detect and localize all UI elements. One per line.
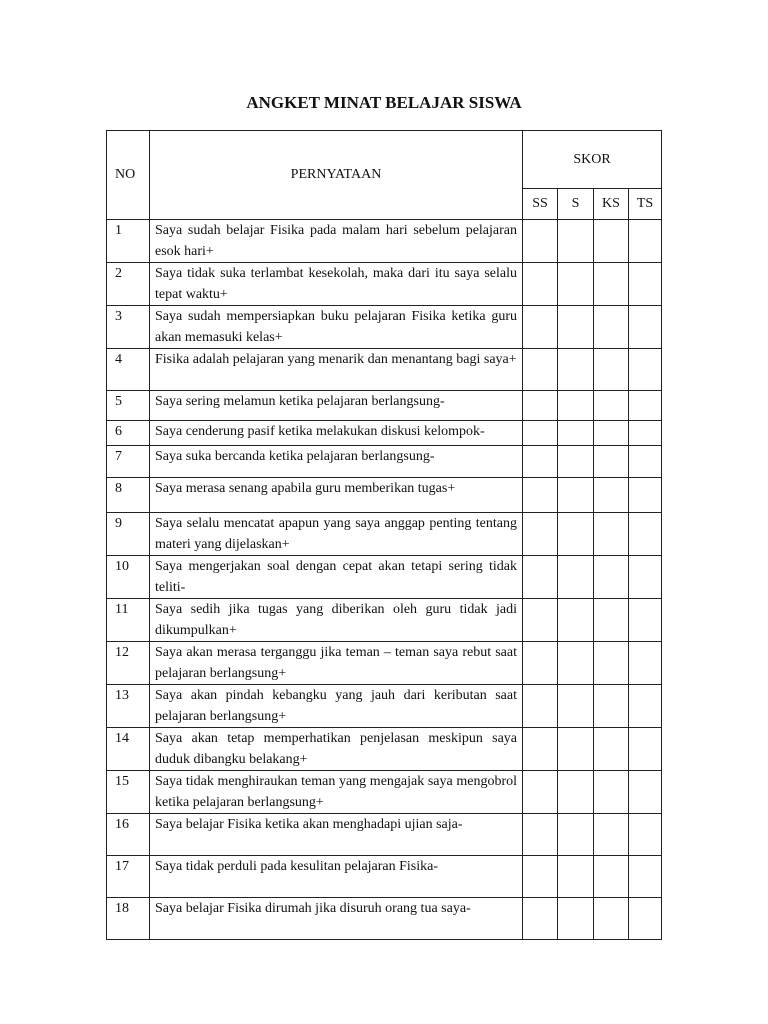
row-statement: Saya sering melamun ketika pelajaran berlangsung- bbox=[150, 391, 523, 421]
row-number: 13 bbox=[107, 685, 150, 728]
score-cell-ks[interactable] bbox=[594, 263, 629, 306]
score-cell-ts[interactable] bbox=[629, 556, 662, 599]
score-cell-ss[interactable] bbox=[523, 599, 558, 642]
row-number: 1 bbox=[107, 220, 150, 263]
score-cell-ks[interactable] bbox=[594, 421, 629, 446]
row-statement: Saya tidak suka terlambat kesekolah, maka dari itu saya selalu tepat waktu+ bbox=[150, 263, 523, 306]
score-cell-ts[interactable] bbox=[629, 220, 662, 263]
score-cell-ss[interactable] bbox=[523, 263, 558, 306]
header-option-s: S bbox=[558, 189, 594, 220]
row-number: 8 bbox=[107, 478, 150, 513]
score-cell-ts[interactable] bbox=[629, 263, 662, 306]
row-statement: Saya akan pindah kebangku yang jauh dari keributan saat pelajaran berlangsung+ bbox=[150, 685, 523, 728]
score-cell-ts[interactable] bbox=[629, 391, 662, 421]
row-number: 5 bbox=[107, 391, 150, 421]
score-cell-ts[interactable] bbox=[629, 898, 662, 940]
row-statement: Saya mengerjakan soal dengan cepat akan tetapi sering tidak teliti- bbox=[150, 556, 523, 599]
row-statement: Saya cenderung pasif ketika melakukan diskusi kelompok- bbox=[150, 421, 523, 446]
survey-table bbox=[106, 130, 662, 940]
score-cell-ss[interactable] bbox=[523, 728, 558, 771]
score-cell-s[interactable] bbox=[558, 814, 594, 856]
score-cell-ss[interactable] bbox=[523, 446, 558, 478]
table-row bbox=[107, 349, 662, 391]
table-row bbox=[107, 263, 662, 306]
score-cell-s[interactable] bbox=[558, 642, 594, 685]
score-cell-s[interactable] bbox=[558, 556, 594, 599]
score-cell-ks[interactable] bbox=[594, 771, 629, 814]
score-cell-ts[interactable] bbox=[629, 685, 662, 728]
score-cell-ts[interactable] bbox=[629, 349, 662, 391]
score-cell-s[interactable] bbox=[558, 898, 594, 940]
score-cell-s[interactable] bbox=[558, 728, 594, 771]
row-number: 17 bbox=[107, 856, 150, 898]
row-number: 10 bbox=[107, 556, 150, 599]
score-cell-ss[interactable] bbox=[523, 349, 558, 391]
table-row bbox=[107, 728, 662, 771]
score-cell-ks[interactable] bbox=[594, 306, 629, 349]
score-cell-ts[interactable] bbox=[629, 599, 662, 642]
row-statement: Fisika adalah pelajaran yang menarik dan menantang bagi saya+ bbox=[150, 349, 523, 391]
row-statement: Saya sudah belajar Fisika pada malam hari sebelum pelajaran esok hari+ bbox=[150, 220, 523, 263]
score-cell-ss[interactable] bbox=[523, 642, 558, 685]
table-row bbox=[107, 771, 662, 814]
row-number: 3 bbox=[107, 306, 150, 349]
row-statement: Saya selalu mencatat apapun yang saya anggap penting tentang materi yang dijelaskan+ bbox=[150, 513, 523, 556]
row-number: 12 bbox=[107, 642, 150, 685]
score-cell-s[interactable] bbox=[558, 263, 594, 306]
score-cell-s[interactable] bbox=[558, 220, 594, 263]
table-row bbox=[107, 478, 662, 513]
row-number: 15 bbox=[107, 771, 150, 814]
table-row bbox=[107, 856, 662, 898]
score-cell-ks[interactable] bbox=[594, 349, 629, 391]
score-cell-ts[interactable] bbox=[629, 478, 662, 513]
table-row bbox=[107, 421, 662, 446]
score-cell-s[interactable] bbox=[558, 685, 594, 728]
row-number: 2 bbox=[107, 263, 150, 306]
score-cell-ss[interactable] bbox=[523, 814, 558, 856]
page-title: ANGKET MINAT BELAJAR SISWA bbox=[246, 93, 522, 112]
score-cell-ss[interactable] bbox=[523, 391, 558, 421]
table-row bbox=[107, 306, 662, 349]
row-number: 7 bbox=[107, 446, 150, 478]
score-cell-ks[interactable] bbox=[594, 556, 629, 599]
score-cell-ss[interactable] bbox=[523, 513, 558, 556]
score-cell-ks[interactable] bbox=[594, 856, 629, 898]
row-statement: Saya belajar Fisika dirumah jika disuruh orang tua saya- bbox=[150, 898, 523, 940]
score-cell-ss[interactable] bbox=[523, 556, 558, 599]
score-cell-ss[interactable] bbox=[523, 898, 558, 940]
row-statement: Saya sudah mempersiapkan buku pelajaran Fisika ketika guru akan memasuki kelas+ bbox=[150, 306, 523, 349]
score-cell-s[interactable] bbox=[558, 771, 594, 814]
score-cell-ss[interactable] bbox=[523, 771, 558, 814]
score-cell-ts[interactable] bbox=[629, 814, 662, 856]
row-number: 18 bbox=[107, 898, 150, 940]
table-row bbox=[107, 599, 662, 642]
header-no: NO bbox=[107, 131, 150, 220]
table-row bbox=[107, 220, 662, 263]
score-cell-ts[interactable] bbox=[629, 856, 662, 898]
score-cell-ss[interactable] bbox=[523, 478, 558, 513]
table-row bbox=[107, 446, 662, 478]
score-cell-ts[interactable] bbox=[629, 728, 662, 771]
score-cell-s[interactable] bbox=[558, 513, 594, 556]
score-cell-s[interactable] bbox=[558, 306, 594, 349]
row-statement: Saya akan merasa terganggu jika teman – teman saya rebut saat pelajaran berlangsung+ bbox=[150, 642, 523, 685]
row-number: 4 bbox=[107, 349, 150, 391]
header-option-ks: KS bbox=[594, 189, 629, 220]
table-row bbox=[107, 556, 662, 599]
score-cell-s[interactable] bbox=[558, 599, 594, 642]
score-cell-ts[interactable] bbox=[629, 421, 662, 446]
score-cell-ss[interactable] bbox=[523, 685, 558, 728]
row-number: 14 bbox=[107, 728, 150, 771]
score-cell-ts[interactable] bbox=[629, 306, 662, 349]
score-cell-ks[interactable] bbox=[594, 898, 629, 940]
table-row bbox=[107, 642, 662, 685]
row-statement: Saya sedih jika tugas yang diberikan oleh guru tidak jadi dikumpulkan+ bbox=[150, 599, 523, 642]
score-cell-ss[interactable] bbox=[523, 421, 558, 446]
row-number: 9 bbox=[107, 513, 150, 556]
row-number: 11 bbox=[107, 599, 150, 642]
score-cell-ss[interactable] bbox=[523, 306, 558, 349]
score-cell-s[interactable] bbox=[558, 391, 594, 421]
row-number: 6 bbox=[107, 421, 150, 446]
row-statement: Saya belajar Fisika ketika akan menghadapi ujian saja- bbox=[150, 814, 523, 856]
score-cell-ss[interactable] bbox=[523, 856, 558, 898]
score-cell-ks[interactable] bbox=[594, 446, 629, 478]
score-cell-ts[interactable] bbox=[629, 642, 662, 685]
score-cell-ts[interactable] bbox=[629, 446, 662, 478]
table-row bbox=[107, 513, 662, 556]
row-statement: Saya akan tetap memperhatikan penjelasan meskipun saya duduk dibangku belakang+ bbox=[150, 728, 523, 771]
header-score: SKOR bbox=[523, 131, 662, 189]
score-cell-s[interactable] bbox=[558, 856, 594, 898]
score-cell-ks[interactable] bbox=[594, 478, 629, 513]
score-cell-ks[interactable] bbox=[594, 728, 629, 771]
score-cell-s[interactable] bbox=[558, 421, 594, 446]
header-option-ss: SS bbox=[523, 189, 558, 220]
table-row bbox=[107, 685, 662, 728]
score-cell-ss[interactable] bbox=[523, 220, 558, 263]
table-row bbox=[107, 814, 662, 856]
row-statement: Saya tidak perduli pada kesulitan pelajaran Fisika- bbox=[150, 856, 523, 898]
score-cell-s[interactable] bbox=[558, 446, 594, 478]
score-cell-ts[interactable] bbox=[629, 513, 662, 556]
row-statement: Saya suka bercanda ketika pelajaran berlangsung- bbox=[150, 446, 523, 478]
score-cell-ks[interactable] bbox=[594, 685, 629, 728]
score-cell-ks[interactable] bbox=[594, 391, 629, 421]
score-cell-s[interactable] bbox=[558, 349, 594, 391]
score-cell-ks[interactable] bbox=[594, 642, 629, 685]
row-number: 16 bbox=[107, 814, 150, 856]
score-cell-ts[interactable] bbox=[629, 771, 662, 814]
score-cell-ks[interactable] bbox=[594, 814, 629, 856]
score-cell-ks[interactable] bbox=[594, 513, 629, 556]
score-cell-ks[interactable] bbox=[594, 220, 629, 263]
row-statement: Saya merasa senang apabila guru memberikan tugas+ bbox=[150, 478, 523, 513]
survey-rows bbox=[107, 220, 662, 940]
table-row bbox=[107, 391, 662, 421]
table-row bbox=[107, 898, 662, 940]
score-cell-s[interactable] bbox=[558, 478, 594, 513]
header-option-ts: TS bbox=[629, 189, 662, 220]
score-cell-ks[interactable] bbox=[594, 599, 629, 642]
header-statement: PERNYATAAN bbox=[150, 131, 523, 220]
row-statement: Saya tidak menghiraukan teman yang mengajak saya mengobrol ketika pelajaran berlangsung+ bbox=[150, 771, 523, 814]
